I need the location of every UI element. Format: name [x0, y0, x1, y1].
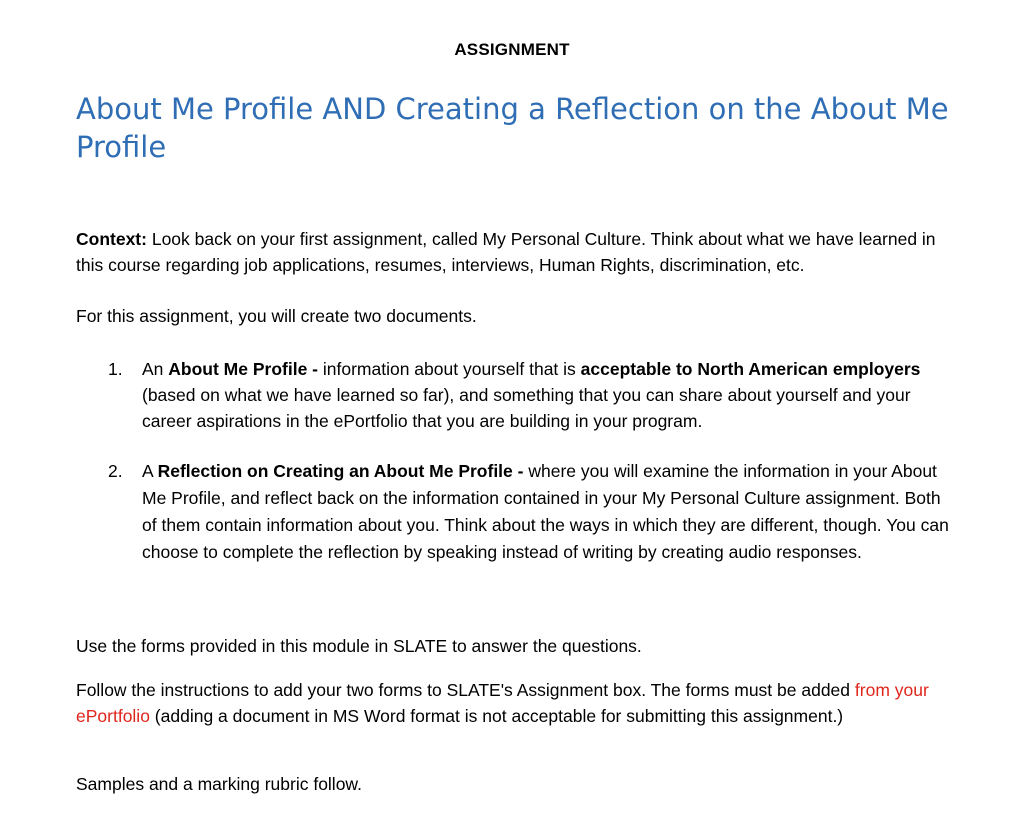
eportfolio-link[interactable]: from your ePortfolio: [76, 680, 929, 726]
assignment-header: ASSIGNMENT: [454, 40, 570, 59]
forms-paragraph: Use the forms provided in this module in SLATE to answer the questions.: [76, 636, 642, 656]
list-text-b: (based on what we have learned so far), and something that you can share about yourself and your career aspirations in the ePortfolio that you are building in your program.: [142, 385, 911, 431]
list-item-about-me-profile: [108, 356, 958, 434]
list-item-reflection: [108, 458, 958, 566]
follow-paragraph: [76, 677, 956, 729]
list-lead: A: [142, 461, 158, 481]
list-text-a: where you will examine the information in your About Me Profile, and reflect back on the information contained in your My Personal Culture assignment. Both of them contain information about you. Think about the ways in which they are different, though. You can choose to complete the reflection by speaking instead of writing by creating audio responses.: [142, 461, 949, 562]
intro-paragraph: For this assignment, you will create two documents.: [76, 306, 477, 326]
list-bold-title: About Me Profile: [168, 359, 308, 379]
list-bold-phrase: acceptable to North American employers: [580, 359, 921, 379]
list-body: [142, 356, 958, 434]
page-title: About Me Profile AND Creating a Reflection on the About Me Profile: [76, 92, 949, 164]
list-dash: -: [307, 359, 323, 379]
context-label: Context:: [76, 229, 147, 249]
context-paragraph: [76, 226, 956, 278]
samples-paragraph: Samples and a marking rubric follow.: [76, 774, 362, 794]
list-number: 2.: [108, 461, 123, 481]
list-text-a: information about yourself that is: [322, 359, 581, 379]
list-body: [142, 458, 958, 566]
list-dash: -: [512, 461, 529, 481]
follow-text-b: (adding a document in MS Word format is not acceptable for submitting this assignment.): [149, 706, 844, 726]
list-bold-title: Reflection on Creating an About Me Profile: [157, 461, 513, 481]
list-lead: An: [142, 359, 169, 379]
follow-text-a: Follow the instructions to add your two forms to SLATE's Assignment box. The forms must be added: [76, 680, 855, 700]
context-text: Look back on your first assignment, called My Personal Culture. Think about what we have learned in this course regarding job applications, resumes, interviews, Human Rights, discrimination, etc.: [76, 229, 936, 275]
list-number: 1.: [108, 359, 123, 379]
